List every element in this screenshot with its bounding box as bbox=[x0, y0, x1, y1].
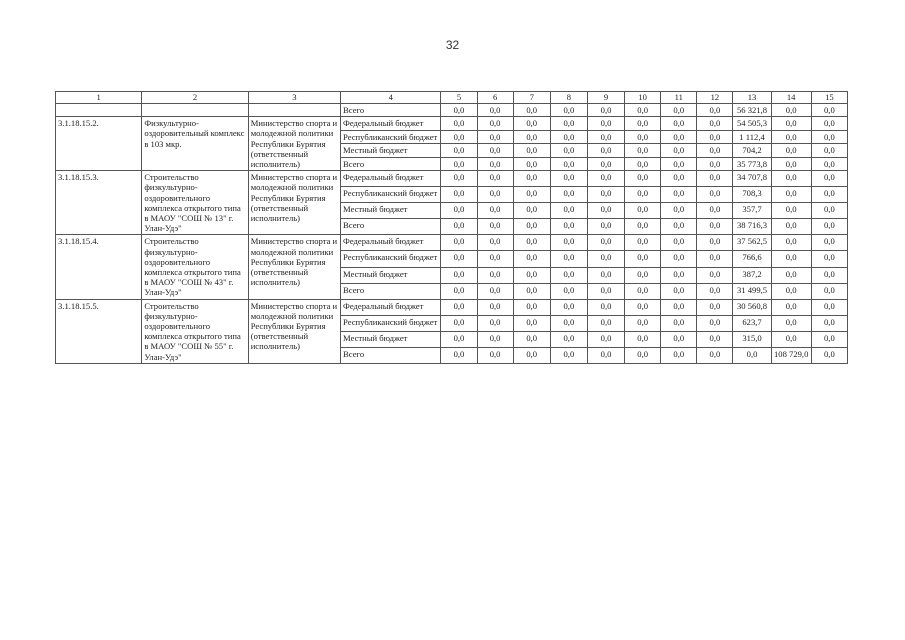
measure-name: Строительство физкультурно-оздоровительного комплекса открытого типа в МАОУ "СОШ № 13" г. Улан-Удэ" bbox=[142, 171, 248, 235]
amount-cell: 38 716,3 bbox=[733, 219, 771, 235]
funding-source: Местный бюджет bbox=[341, 203, 441, 219]
amount-cell: 0,0 bbox=[697, 104, 733, 117]
amount-cell: 0,0 bbox=[697, 267, 733, 283]
column-header-8: 8 bbox=[550, 92, 587, 104]
amount-cell: 0,0 bbox=[513, 117, 550, 131]
amount-cell: 0,0 bbox=[477, 117, 513, 131]
amount-cell: 0,0 bbox=[513, 104, 550, 117]
page-number: 32 bbox=[445, 38, 460, 52]
amount-cell: 0,0 bbox=[771, 157, 811, 171]
amount-cell: 0,0 bbox=[771, 315, 811, 331]
amount-cell: 0,0 bbox=[771, 171, 811, 187]
amount-cell: 623,7 bbox=[733, 315, 771, 331]
amount-cell: 0,0 bbox=[697, 187, 733, 203]
amount-cell: 0,0 bbox=[811, 219, 847, 235]
amount-cell: 0,0 bbox=[697, 130, 733, 144]
amount-cell: 0,0 bbox=[771, 299, 811, 315]
amount-cell: 0,0 bbox=[477, 331, 513, 347]
funding-source: Республиканский бюджет bbox=[341, 251, 441, 267]
responsible-executor: Министерство спорта и молодежной политики Республики Бурятия (ответственный исполнитель) bbox=[248, 235, 340, 299]
amount-cell: 0,0 bbox=[625, 117, 661, 131]
amount-cell: 0,0 bbox=[477, 171, 513, 187]
amount-cell: 0,0 bbox=[811, 331, 847, 347]
amount-cell: 0,0 bbox=[477, 219, 513, 235]
measure-code: 3.1.18.15.3. bbox=[56, 171, 142, 235]
amount-cell: 0,0 bbox=[477, 104, 513, 117]
column-header-4: 4 bbox=[341, 92, 441, 104]
amount-cell: 0,0 bbox=[661, 331, 697, 347]
amount-cell: 0,0 bbox=[625, 331, 661, 347]
amount-cell: 0,0 bbox=[587, 235, 624, 251]
budget-table bbox=[55, 91, 848, 364]
amount-cell: 0,0 bbox=[550, 171, 587, 187]
funding-source: Всего bbox=[341, 283, 441, 299]
column-header-5: 5 bbox=[441, 92, 477, 104]
amount-cell: 0,0 bbox=[550, 157, 587, 171]
amount-cell: 0,0 bbox=[811, 283, 847, 299]
amount-cell: 0,0 bbox=[550, 347, 587, 363]
amount-cell: 0,0 bbox=[441, 187, 477, 203]
amount-cell: 0,0 bbox=[697, 157, 733, 171]
amount-cell: 0,0 bbox=[441, 104, 477, 117]
amount-cell: 0,0 bbox=[697, 331, 733, 347]
amount-cell: 0,0 bbox=[550, 283, 587, 299]
amount-cell: 0,0 bbox=[441, 117, 477, 131]
column-header-7: 7 bbox=[513, 92, 550, 104]
amount-cell: 0,0 bbox=[771, 267, 811, 283]
measure-code: 3.1.18.15.2. bbox=[56, 117, 142, 171]
amount-cell: 0,0 bbox=[625, 251, 661, 267]
amount-cell: 0,0 bbox=[697, 117, 733, 131]
amount-cell: 0,0 bbox=[811, 171, 847, 187]
funding-source: Республиканский бюджет bbox=[341, 315, 441, 331]
amount-cell: 0,0 bbox=[477, 187, 513, 203]
responsible-executor bbox=[248, 104, 340, 117]
amount-cell: 37 562,5 bbox=[733, 235, 771, 251]
amount-cell: 0,0 bbox=[661, 187, 697, 203]
amount-cell: 0,0 bbox=[587, 299, 624, 315]
amount-cell: 0,0 bbox=[661, 104, 697, 117]
amount-cell: 0,0 bbox=[441, 157, 477, 171]
column-header-9: 9 bbox=[587, 92, 624, 104]
amount-cell: 0,0 bbox=[513, 251, 550, 267]
amount-cell: 0,0 bbox=[441, 315, 477, 331]
amount-cell: 0,0 bbox=[811, 157, 847, 171]
amount-cell: 0,0 bbox=[661, 315, 697, 331]
amount-cell: 0,0 bbox=[625, 219, 661, 235]
amount-cell: 0,0 bbox=[513, 347, 550, 363]
amount-cell: 0,0 bbox=[513, 157, 550, 171]
amount-cell: 0,0 bbox=[477, 315, 513, 331]
funding-source: Республиканский бюджет bbox=[341, 130, 441, 144]
table-row bbox=[56, 235, 848, 251]
amount-cell: 0,0 bbox=[587, 117, 624, 131]
amount-cell: 0,0 bbox=[625, 157, 661, 171]
amount-cell: 0,0 bbox=[771, 219, 811, 235]
amount-cell: 0,0 bbox=[625, 104, 661, 117]
amount-cell: 0,0 bbox=[811, 315, 847, 331]
funding-source: Местный бюджет bbox=[341, 144, 441, 158]
amount-cell: 0,0 bbox=[661, 347, 697, 363]
amount-cell: 0,0 bbox=[625, 187, 661, 203]
amount-cell: 0,0 bbox=[587, 331, 624, 347]
amount-cell: 0,0 bbox=[587, 347, 624, 363]
amount-cell: 30 560,8 bbox=[733, 299, 771, 315]
amount-cell: 0,0 bbox=[477, 299, 513, 315]
amount-cell: 0,0 bbox=[811, 104, 847, 117]
amount-cell: 0,0 bbox=[811, 299, 847, 315]
amount-cell: 0,0 bbox=[477, 144, 513, 158]
table-row bbox=[56, 299, 848, 315]
amount-cell: 0,0 bbox=[550, 144, 587, 158]
amount-cell: 0,0 bbox=[477, 235, 513, 251]
column-header-10: 10 bbox=[625, 92, 661, 104]
column-header-12: 12 bbox=[697, 92, 733, 104]
column-header-6: 6 bbox=[477, 92, 513, 104]
amount-cell: 0,0 bbox=[625, 299, 661, 315]
amount-cell: 0,0 bbox=[587, 203, 624, 219]
amount-cell: 0,0 bbox=[441, 171, 477, 187]
amount-cell: 0,0 bbox=[550, 130, 587, 144]
amount-cell: 0,0 bbox=[771, 130, 811, 144]
amount-cell: 0,0 bbox=[771, 331, 811, 347]
amount-cell: 0,0 bbox=[697, 219, 733, 235]
table-row bbox=[56, 104, 848, 117]
amount-cell: 0,0 bbox=[587, 219, 624, 235]
header-row bbox=[56, 92, 848, 104]
amount-cell: 0,0 bbox=[697, 235, 733, 251]
amount-cell: 0,0 bbox=[441, 144, 477, 158]
amount-cell: 0,0 bbox=[513, 331, 550, 347]
funding-source: Всего bbox=[341, 104, 441, 117]
amount-cell: 0,0 bbox=[550, 104, 587, 117]
amount-cell: 0,0 bbox=[811, 144, 847, 158]
amount-cell: 0,0 bbox=[697, 171, 733, 187]
amount-cell: 0,0 bbox=[550, 187, 587, 203]
amount-cell: 0,0 bbox=[661, 144, 697, 158]
amount-cell: 0,0 bbox=[441, 331, 477, 347]
funding-source: Федеральный бюджет bbox=[341, 171, 441, 187]
amount-cell: 0,0 bbox=[441, 347, 477, 363]
measure-code: 3.1.18.15.4. bbox=[56, 235, 142, 299]
amount-cell: 0,0 bbox=[477, 347, 513, 363]
amount-cell: 0,0 bbox=[477, 267, 513, 283]
amount-cell: 315,0 bbox=[733, 331, 771, 347]
amount-cell: 0,0 bbox=[550, 251, 587, 267]
measure-name: Строительство физкультурно-оздоровительного комплекса открытого типа в МАОУ "СОШ № 55" г. Улан-Удэ" bbox=[142, 299, 248, 363]
amount-cell: 0,0 bbox=[550, 117, 587, 131]
amount-cell: 0,0 bbox=[625, 235, 661, 251]
amount-cell: 0,0 bbox=[587, 267, 624, 283]
funding-source: Федеральный бюджет bbox=[341, 299, 441, 315]
amount-cell: 0,0 bbox=[441, 283, 477, 299]
amount-cell: 0,0 bbox=[697, 203, 733, 219]
amount-cell: 0,0 bbox=[811, 347, 847, 363]
amount-cell: 0,0 bbox=[625, 315, 661, 331]
amount-cell: 108 729,0 bbox=[771, 347, 811, 363]
amount-cell: 0,0 bbox=[477, 130, 513, 144]
amount-cell: 766,6 bbox=[733, 251, 771, 267]
amount-cell: 0,0 bbox=[697, 299, 733, 315]
amount-cell: 0,0 bbox=[661, 299, 697, 315]
amount-cell: 0,0 bbox=[550, 219, 587, 235]
funding-source: Республиканский бюджет bbox=[341, 187, 441, 203]
amount-cell: 0,0 bbox=[587, 157, 624, 171]
amount-cell: 0,0 bbox=[661, 157, 697, 171]
amount-cell: 0,0 bbox=[477, 283, 513, 299]
responsible-executor: Министерство спорта и молодежной политики Республики Бурятия (ответственный исполнитель) bbox=[248, 171, 340, 235]
amount-cell: 0,0 bbox=[513, 235, 550, 251]
funding-source: Местный бюджет bbox=[341, 331, 441, 347]
amount-cell: 56 321,8 bbox=[733, 104, 771, 117]
amount-cell: 34 707,8 bbox=[733, 171, 771, 187]
measure-code bbox=[56, 104, 142, 117]
amount-cell: 0,0 bbox=[661, 267, 697, 283]
column-header-14: 14 bbox=[771, 92, 811, 104]
amount-cell: 0,0 bbox=[625, 267, 661, 283]
amount-cell: 0,0 bbox=[771, 251, 811, 267]
amount-cell: 0,0 bbox=[661, 130, 697, 144]
amount-cell: 0,0 bbox=[441, 219, 477, 235]
amount-cell: 0,0 bbox=[513, 219, 550, 235]
amount-cell: 0,0 bbox=[513, 299, 550, 315]
amount-cell: 704,2 bbox=[733, 144, 771, 158]
amount-cell: 0,0 bbox=[771, 104, 811, 117]
amount-cell: 0,0 bbox=[661, 283, 697, 299]
column-header-2: 2 bbox=[142, 92, 248, 104]
amount-cell: 0,0 bbox=[513, 203, 550, 219]
amount-cell: 35 773,8 bbox=[733, 157, 771, 171]
amount-cell: 0,0 bbox=[625, 144, 661, 158]
amount-cell: 0,0 bbox=[441, 203, 477, 219]
amount-cell: 0,0 bbox=[661, 251, 697, 267]
amount-cell: 0,0 bbox=[477, 203, 513, 219]
column-header-3: 3 bbox=[248, 92, 340, 104]
amount-cell: 0,0 bbox=[587, 283, 624, 299]
funding-source: Федеральный бюджет bbox=[341, 117, 441, 131]
amount-cell: 0,0 bbox=[661, 171, 697, 187]
amount-cell: 0,0 bbox=[771, 187, 811, 203]
amount-cell: 0,0 bbox=[771, 235, 811, 251]
amount-cell: 0,0 bbox=[697, 144, 733, 158]
column-header-1: 1 bbox=[56, 92, 142, 104]
amount-cell: 1 112,4 bbox=[733, 130, 771, 144]
amount-cell: 0,0 bbox=[477, 251, 513, 267]
amount-cell: 54 505,3 bbox=[733, 117, 771, 131]
amount-cell: 0,0 bbox=[513, 171, 550, 187]
amount-cell: 0,0 bbox=[477, 157, 513, 171]
amount-cell: 0,0 bbox=[587, 187, 624, 203]
amount-cell: 0,0 bbox=[441, 235, 477, 251]
amount-cell: 0,0 bbox=[587, 144, 624, 158]
amount-cell: 0,0 bbox=[811, 117, 847, 131]
amount-cell: 0,0 bbox=[550, 235, 587, 251]
amount-cell: 0,0 bbox=[811, 251, 847, 267]
amount-cell: 0,0 bbox=[550, 315, 587, 331]
amount-cell: 0,0 bbox=[625, 130, 661, 144]
amount-cell: 0,0 bbox=[587, 130, 624, 144]
amount-cell: 0,0 bbox=[550, 267, 587, 283]
amount-cell: 0,0 bbox=[550, 299, 587, 315]
amount-cell: 0,0 bbox=[513, 187, 550, 203]
amount-cell: 0,0 bbox=[550, 203, 587, 219]
funding-source: Всего bbox=[341, 219, 441, 235]
amount-cell: 0,0 bbox=[811, 203, 847, 219]
amount-cell: 0,0 bbox=[697, 347, 733, 363]
amount-cell: 0,0 bbox=[661, 235, 697, 251]
responsible-executor: Министерство спорта и молодежной политики Республики Бурятия (ответственный исполнитель) bbox=[248, 299, 340, 363]
amount-cell: 0,0 bbox=[625, 283, 661, 299]
amount-cell: 0,0 bbox=[811, 187, 847, 203]
amount-cell: 31 499,5 bbox=[733, 283, 771, 299]
amount-cell: 0,0 bbox=[625, 203, 661, 219]
funding-source: Федеральный бюджет bbox=[341, 235, 441, 251]
amount-cell: 0,0 bbox=[771, 117, 811, 131]
amount-cell: 0,0 bbox=[587, 104, 624, 117]
amount-cell: 0,0 bbox=[625, 347, 661, 363]
amount-cell: 0,0 bbox=[587, 315, 624, 331]
amount-cell: 0,0 bbox=[697, 251, 733, 267]
amount-cell: 0,0 bbox=[811, 130, 847, 144]
amount-cell: 0,0 bbox=[441, 267, 477, 283]
amount-cell: 0,0 bbox=[697, 315, 733, 331]
measure-name: Физкультурно-оздоровительный комплекс в 103 мкр. bbox=[142, 117, 248, 171]
amount-cell: 0,0 bbox=[513, 267, 550, 283]
amount-cell: 0,0 bbox=[661, 203, 697, 219]
amount-cell: 0,0 bbox=[697, 283, 733, 299]
amount-cell: 708,3 bbox=[733, 187, 771, 203]
amount-cell: 0,0 bbox=[513, 130, 550, 144]
amount-cell: 0,0 bbox=[625, 171, 661, 187]
column-header-13: 13 bbox=[733, 92, 771, 104]
amount-cell: 0,0 bbox=[587, 171, 624, 187]
column-header-11: 11 bbox=[661, 92, 697, 104]
responsible-executor: Министерство спорта и молодежной политики Республики Бурятия (ответственный исполнитель) bbox=[248, 117, 340, 171]
amount-cell: 387,2 bbox=[733, 267, 771, 283]
amount-cell: 0,0 bbox=[733, 347, 771, 363]
measure-name: Строительство физкультурно-оздоровительного комплекса открытого типа в МАОУ "СОШ № 43" г. Улан-Удэ" bbox=[142, 235, 248, 299]
amount-cell: 0,0 bbox=[811, 235, 847, 251]
funding-source: Всего bbox=[341, 157, 441, 171]
amount-cell: 0,0 bbox=[587, 251, 624, 267]
amount-cell: 0,0 bbox=[550, 331, 587, 347]
measure-name bbox=[142, 104, 248, 117]
amount-cell: 0,0 bbox=[513, 283, 550, 299]
amount-cell: 357,7 bbox=[733, 203, 771, 219]
funding-source: Местный бюджет bbox=[341, 267, 441, 283]
amount-cell: 0,0 bbox=[661, 219, 697, 235]
table-row bbox=[56, 117, 848, 131]
funding-source: Всего bbox=[341, 347, 441, 363]
amount-cell: 0,0 bbox=[441, 251, 477, 267]
amount-cell: 0,0 bbox=[811, 267, 847, 283]
measure-code: 3.1.18.15.5. bbox=[56, 299, 142, 363]
amount-cell: 0,0 bbox=[513, 144, 550, 158]
amount-cell: 0,0 bbox=[441, 299, 477, 315]
amount-cell: 0,0 bbox=[771, 283, 811, 299]
amount-cell: 0,0 bbox=[771, 203, 811, 219]
table-row bbox=[56, 171, 848, 187]
amount-cell: 0,0 bbox=[441, 130, 477, 144]
amount-cell: 0,0 bbox=[661, 117, 697, 131]
amount-cell: 0,0 bbox=[771, 144, 811, 158]
column-header-15: 15 bbox=[811, 92, 847, 104]
amount-cell: 0,0 bbox=[513, 315, 550, 331]
